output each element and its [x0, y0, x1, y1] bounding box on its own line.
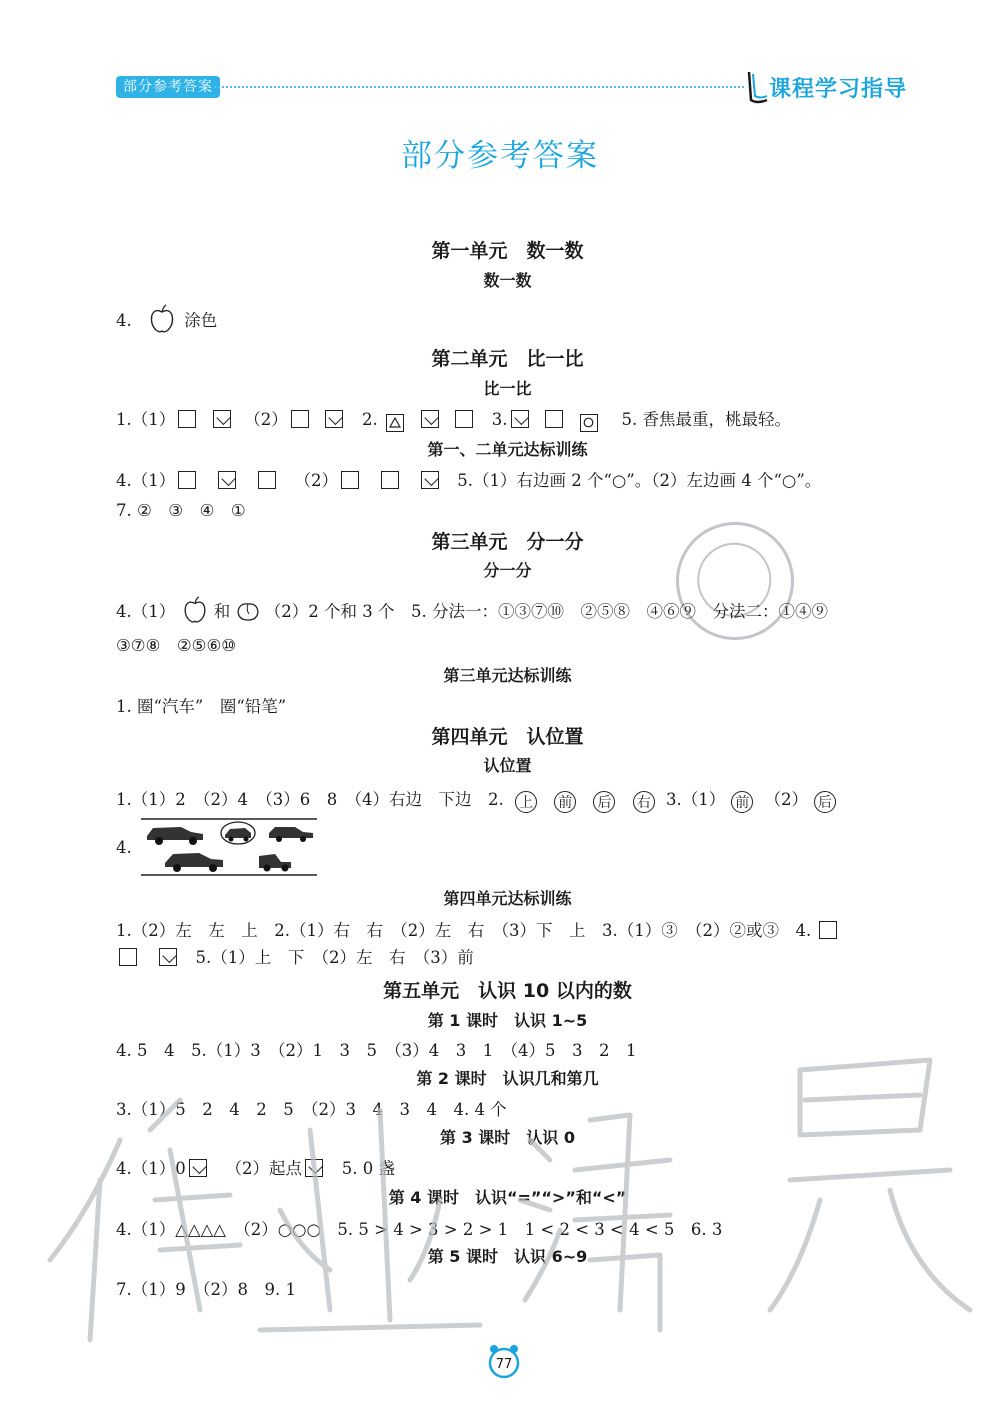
circled-char: 上 [515, 791, 537, 813]
header-brand [745, 70, 907, 104]
unit-4-drill-title: 第四单元达标训练 [443, 889, 572, 908]
unit-3-title: 第三单元 分一分 [431, 531, 584, 553]
unit-5-lesson-1: 第 1 课时 认识 1~5 [427, 1011, 588, 1030]
answer-line [116, 467, 821, 491]
answer-text: 4.（1）0 [116, 1159, 186, 1178]
answer-line: 4.（1）△△△△ （2）○○○ 5. 5 > 4 > 3 > 2 > 1 1 < 2 < 3 < 4 < 5 6. 3 [116, 1220, 723, 1239]
answer-text: 1.（1）2 （2）4 （3）6 8 （4）右边 下边 2. [116, 790, 504, 809]
circled-char: 后 [593, 791, 615, 813]
unit-5-title: 第五单元 认识 10 以内的数 [383, 980, 632, 1002]
apple-icon [181, 596, 209, 624]
unit-5-lesson-3: 第 3 课时 认识 0 [440, 1128, 575, 1147]
book-logo-icon [745, 70, 769, 104]
answer-line [116, 596, 828, 624]
checked-box [218, 471, 236, 489]
answer-text: 5. 0 盏 [341, 1159, 395, 1178]
answer-text: 4.（1） [116, 471, 176, 490]
car-icon [147, 827, 203, 845]
unit-2-title: 第二单元 比一比 [431, 348, 584, 370]
unit-5-lesson-2: 第 2 课时 认识几和第几 [416, 1069, 599, 1088]
answer-text: 和 [213, 602, 231, 621]
answer-line [116, 304, 217, 334]
answer-line: 3.（1）5 2 4 2 5 （2）3 4 3 4 4. 4 个 [116, 1100, 507, 1119]
empty-box [119, 948, 137, 966]
empty-box [341, 471, 359, 489]
answer-line [116, 786, 842, 813]
answer-text: 1.（2）左 左 上 2.（1）右 右 （2）左 右 （3）下 上 3.（1）③ （2）②或③ 4. [116, 921, 812, 940]
checked-box [421, 471, 439, 489]
answer-line: 4. [116, 838, 132, 857]
answer-text: 2. [362, 410, 378, 429]
answer-line: ③⑦⑧ ②⑤⑥⑩ [116, 636, 237, 655]
empty-box [258, 471, 276, 489]
peach-icon [236, 600, 260, 622]
unit-3-drill-title: 第三单元达标训练 [443, 666, 572, 685]
unit-4-title: 第四单元 认位置 [431, 726, 584, 748]
answer-text: 5.（1）上 下 （2）左 右 （3）前 [195, 948, 474, 967]
answer-text: （2） [294, 471, 338, 490]
unit-1-2-drill-title: 第一、二单元达标训练 [427, 440, 588, 459]
car-icon [225, 828, 251, 842]
checked-box [159, 948, 177, 966]
unit-1-title: 第一单元 数一数 [431, 240, 584, 262]
circled-char: 前 [554, 791, 576, 813]
answer-line [116, 944, 474, 968]
header-section-badge: 部分参考答案 [116, 76, 220, 98]
circled-char: 右 [633, 791, 655, 813]
empty-box [545, 410, 563, 428]
empty-box [178, 410, 196, 428]
circled-char: 前 [731, 791, 753, 813]
empty-box [819, 921, 837, 939]
answer-text: 涂色 [184, 311, 218, 330]
checked-box [213, 410, 231, 428]
answer-text: 5. 香焦最重，桃最轻。 [621, 410, 791, 429]
answer-text: 3.（1） [665, 790, 726, 809]
unit-1-subtitle: 数一数 [483, 271, 532, 290]
page-number: 77 [495, 1357, 513, 1372]
page-number-clock-badge [486, 1343, 522, 1379]
answer-line: 4. 5 4 5.（1）3 （2）1 3 5 （3）4 3 1 （4）5 3 2 1 [116, 1041, 637, 1060]
empty-box [178, 471, 196, 489]
answer-line: 1. 圈“汽车” 圈“铅笔” [116, 697, 287, 716]
answer-text: 4. [116, 311, 132, 330]
unit-3-subtitle: 分一分 [483, 561, 532, 580]
answer-text: （2） [764, 790, 808, 809]
checked-box [421, 410, 439, 428]
checked-box [325, 410, 343, 428]
unit-4-subtitle: 认位置 [483, 756, 532, 775]
header-dotted-rule [214, 86, 744, 88]
empty-box [455, 410, 473, 428]
circle-box [580, 414, 598, 432]
empty-box [381, 471, 399, 489]
unit-2-subtitle: 比一比 [483, 379, 532, 398]
apple-icon [147, 304, 177, 334]
brand-title: 课程学习指导 [769, 76, 908, 102]
answer-text: 1.（1） [116, 410, 176, 429]
answer-text: （2）起点 [225, 1159, 302, 1178]
car-icon [269, 827, 313, 842]
truck-icon [259, 854, 291, 872]
triangle-box [386, 414, 404, 432]
checked-box [511, 410, 529, 428]
empty-box [291, 410, 309, 428]
answer-text: （2） [244, 410, 288, 429]
answer-text: （2）2 个和 3 个 5. 分法一：①③⑦⑩ ②⑤⑧ ④⑥⑨ 分法二：①④⑨ [264, 602, 828, 621]
unit-5-lesson-5: 第 5 课时 认识 6~9 [427, 1247, 588, 1266]
car-icon [165, 853, 223, 872]
answer-line: 7. ② ③ ④ ① [116, 501, 246, 520]
vehicles-figure [141, 818, 317, 876]
answer-line: 7.（1）9 （2）8 9. 1 [116, 1280, 296, 1299]
circled-char: 后 [814, 791, 836, 813]
answer-text: 3. [491, 410, 508, 429]
watermark-brush-strokes [30, 1010, 1000, 1370]
answer-line [116, 917, 840, 941]
answer-text: 4.（1） [116, 602, 176, 621]
page-title: 部分参考答案 [401, 138, 599, 174]
unit-5-lesson-4: 第 4 课时 认识“=”“>”和“<” [388, 1188, 627, 1207]
answer-text: 5.（1）右边画 2 个“○”。（2）左边画 4 个“○”。 [457, 471, 822, 490]
answer-line [116, 406, 791, 432]
